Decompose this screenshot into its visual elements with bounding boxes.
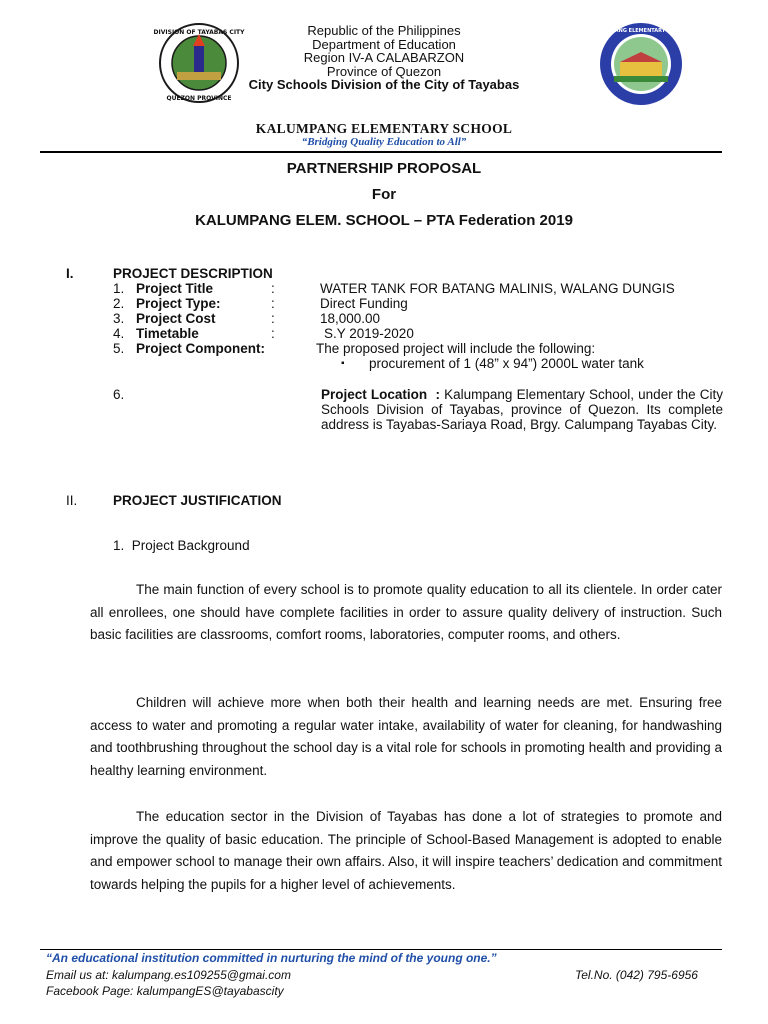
footer-rule xyxy=(40,949,722,950)
footer-motto: “An educational institution committed in nurturing the mind of the young one.” xyxy=(46,951,497,965)
section1-numeral: I. xyxy=(66,266,74,281)
project-location: Project Location : Kalumpang Elementary School, under the City Schools Division of Tayabas, province of Quezon. Its complete address is Tayabas-Sariaya Road, Brgy. Calumpang Tayabas City. xyxy=(321,387,724,432)
header-line-deped: Department of Education xyxy=(312,36,456,52)
item-label: Project Title xyxy=(136,281,214,296)
item-value: Direct Funding xyxy=(320,296,408,311)
item-value: S.Y 2019-2020 xyxy=(324,326,414,341)
right-seal-text: KALUMPANG ELEMENTARY SCHOOL xyxy=(591,28,691,34)
item-colon: : xyxy=(271,296,275,311)
footer-facebook[interactable]: Facebook Page: kalumpangES@tayabascity xyxy=(46,984,284,998)
component-bullet: procurement of 1 (48” x 94”) 2000L water tank xyxy=(369,356,644,371)
paragraph-1 xyxy=(90,579,722,647)
header-division: City Schools Division of the City of Tayabas xyxy=(248,77,520,92)
section2-numeral: II. xyxy=(66,493,78,508)
item-label: Project Cost xyxy=(136,311,216,326)
header-rule xyxy=(40,151,722,153)
section2-heading: PROJECT JUSTIFICATION xyxy=(113,493,282,508)
left-seal-top-text: DIVISION OF TAYABAS CITY xyxy=(153,29,245,36)
item-value: 18,000.00 xyxy=(320,311,381,326)
school-tagline: “Bridging Quality Education to All” xyxy=(301,136,467,148)
item-colon: : xyxy=(271,311,275,326)
item-value: WATER TANK FOR BATANG MALINIS, WALANG DUNGIS xyxy=(320,281,675,296)
paragraph-1-text: The main function of every school is to promote quality education to all its clientele. In order cater all enrollees, one should have complete facilities in order to assure quality delivery of instruction. Such basic facilities are classrooms, comfort rooms, laboratories, computer rooms, and others. xyxy=(90,582,722,642)
proposal-subject: KALUMPANG ELEM. SCHOOL – PTA Federation 2019 xyxy=(195,212,573,229)
item-colon: : xyxy=(271,281,275,296)
item-number: 1. xyxy=(113,281,125,296)
left-seal-bottom-text: QUEZON PROVINCE xyxy=(166,95,232,102)
item-label: Timetable xyxy=(136,326,199,341)
item-label: Project Type: xyxy=(136,296,221,311)
bullet-icon: ▪ xyxy=(341,358,345,369)
section2-subheading: 1. Project Background xyxy=(113,538,250,553)
item-number: 5. xyxy=(113,341,125,356)
location-text: Kalumpang Elementary School, under the City Schools Division of Tayabas, province of Quezon. Its complete address is Tayabas-Sariaya Road, Brgy. Calumpang Tayabas City. xyxy=(321,387,724,432)
paragraph-3 xyxy=(90,806,722,896)
item-number: 2. xyxy=(113,296,125,311)
item6-number: 6. xyxy=(113,387,125,402)
proposal-title: PARTNERSHIP PROPOSAL xyxy=(286,160,482,177)
paragraph-3-text: The education sector in the Division of Tayabas has done a lot of strategies to promote and improve the quality of basic education. The principle of School-Based Management is adopted to enable and empower school to manage their own affairs. Also, it will inspire teachers’ dedication and commitment towards helping the pupils for a higher level of achievements. xyxy=(90,809,722,892)
section1-heading: PROJECT DESCRIPTION xyxy=(113,266,273,281)
location-label: Project Location xyxy=(321,387,428,402)
item-number: 4. xyxy=(113,326,125,341)
item-value: The proposed project will include the following: xyxy=(316,341,596,356)
header-line-republic: Republic of the Philippines xyxy=(307,23,461,38)
item-colon: : xyxy=(271,326,275,341)
proposal-for: For xyxy=(371,186,397,203)
header-line-region: Region IV-A CALABARZON xyxy=(303,50,465,65)
footer-email[interactable]: Email us at: kalumpang.es109255@gmai.com xyxy=(46,968,291,982)
item-label: Project Component: xyxy=(136,341,266,356)
footer-tel: Tel.No. (042) 795-6956 xyxy=(575,968,698,982)
school-name: KALUMPANG ELEMENTARY SCHOOL xyxy=(255,121,513,136)
paragraph-2 xyxy=(90,692,722,782)
header-line-province: Province of Quezon xyxy=(326,63,442,79)
paragraph-2-text: Children will achieve more when both their health and learning needs are met. Ensuring free access to water and promoting a regular water intake, availability of water for cleaning, for handwashing and toothbrushing throughout the school day is a vital role for schools in promoting health and providing a healthy learning environment. xyxy=(90,695,722,778)
school-seal-logo xyxy=(591,22,691,106)
item-number: 3. xyxy=(113,311,125,326)
